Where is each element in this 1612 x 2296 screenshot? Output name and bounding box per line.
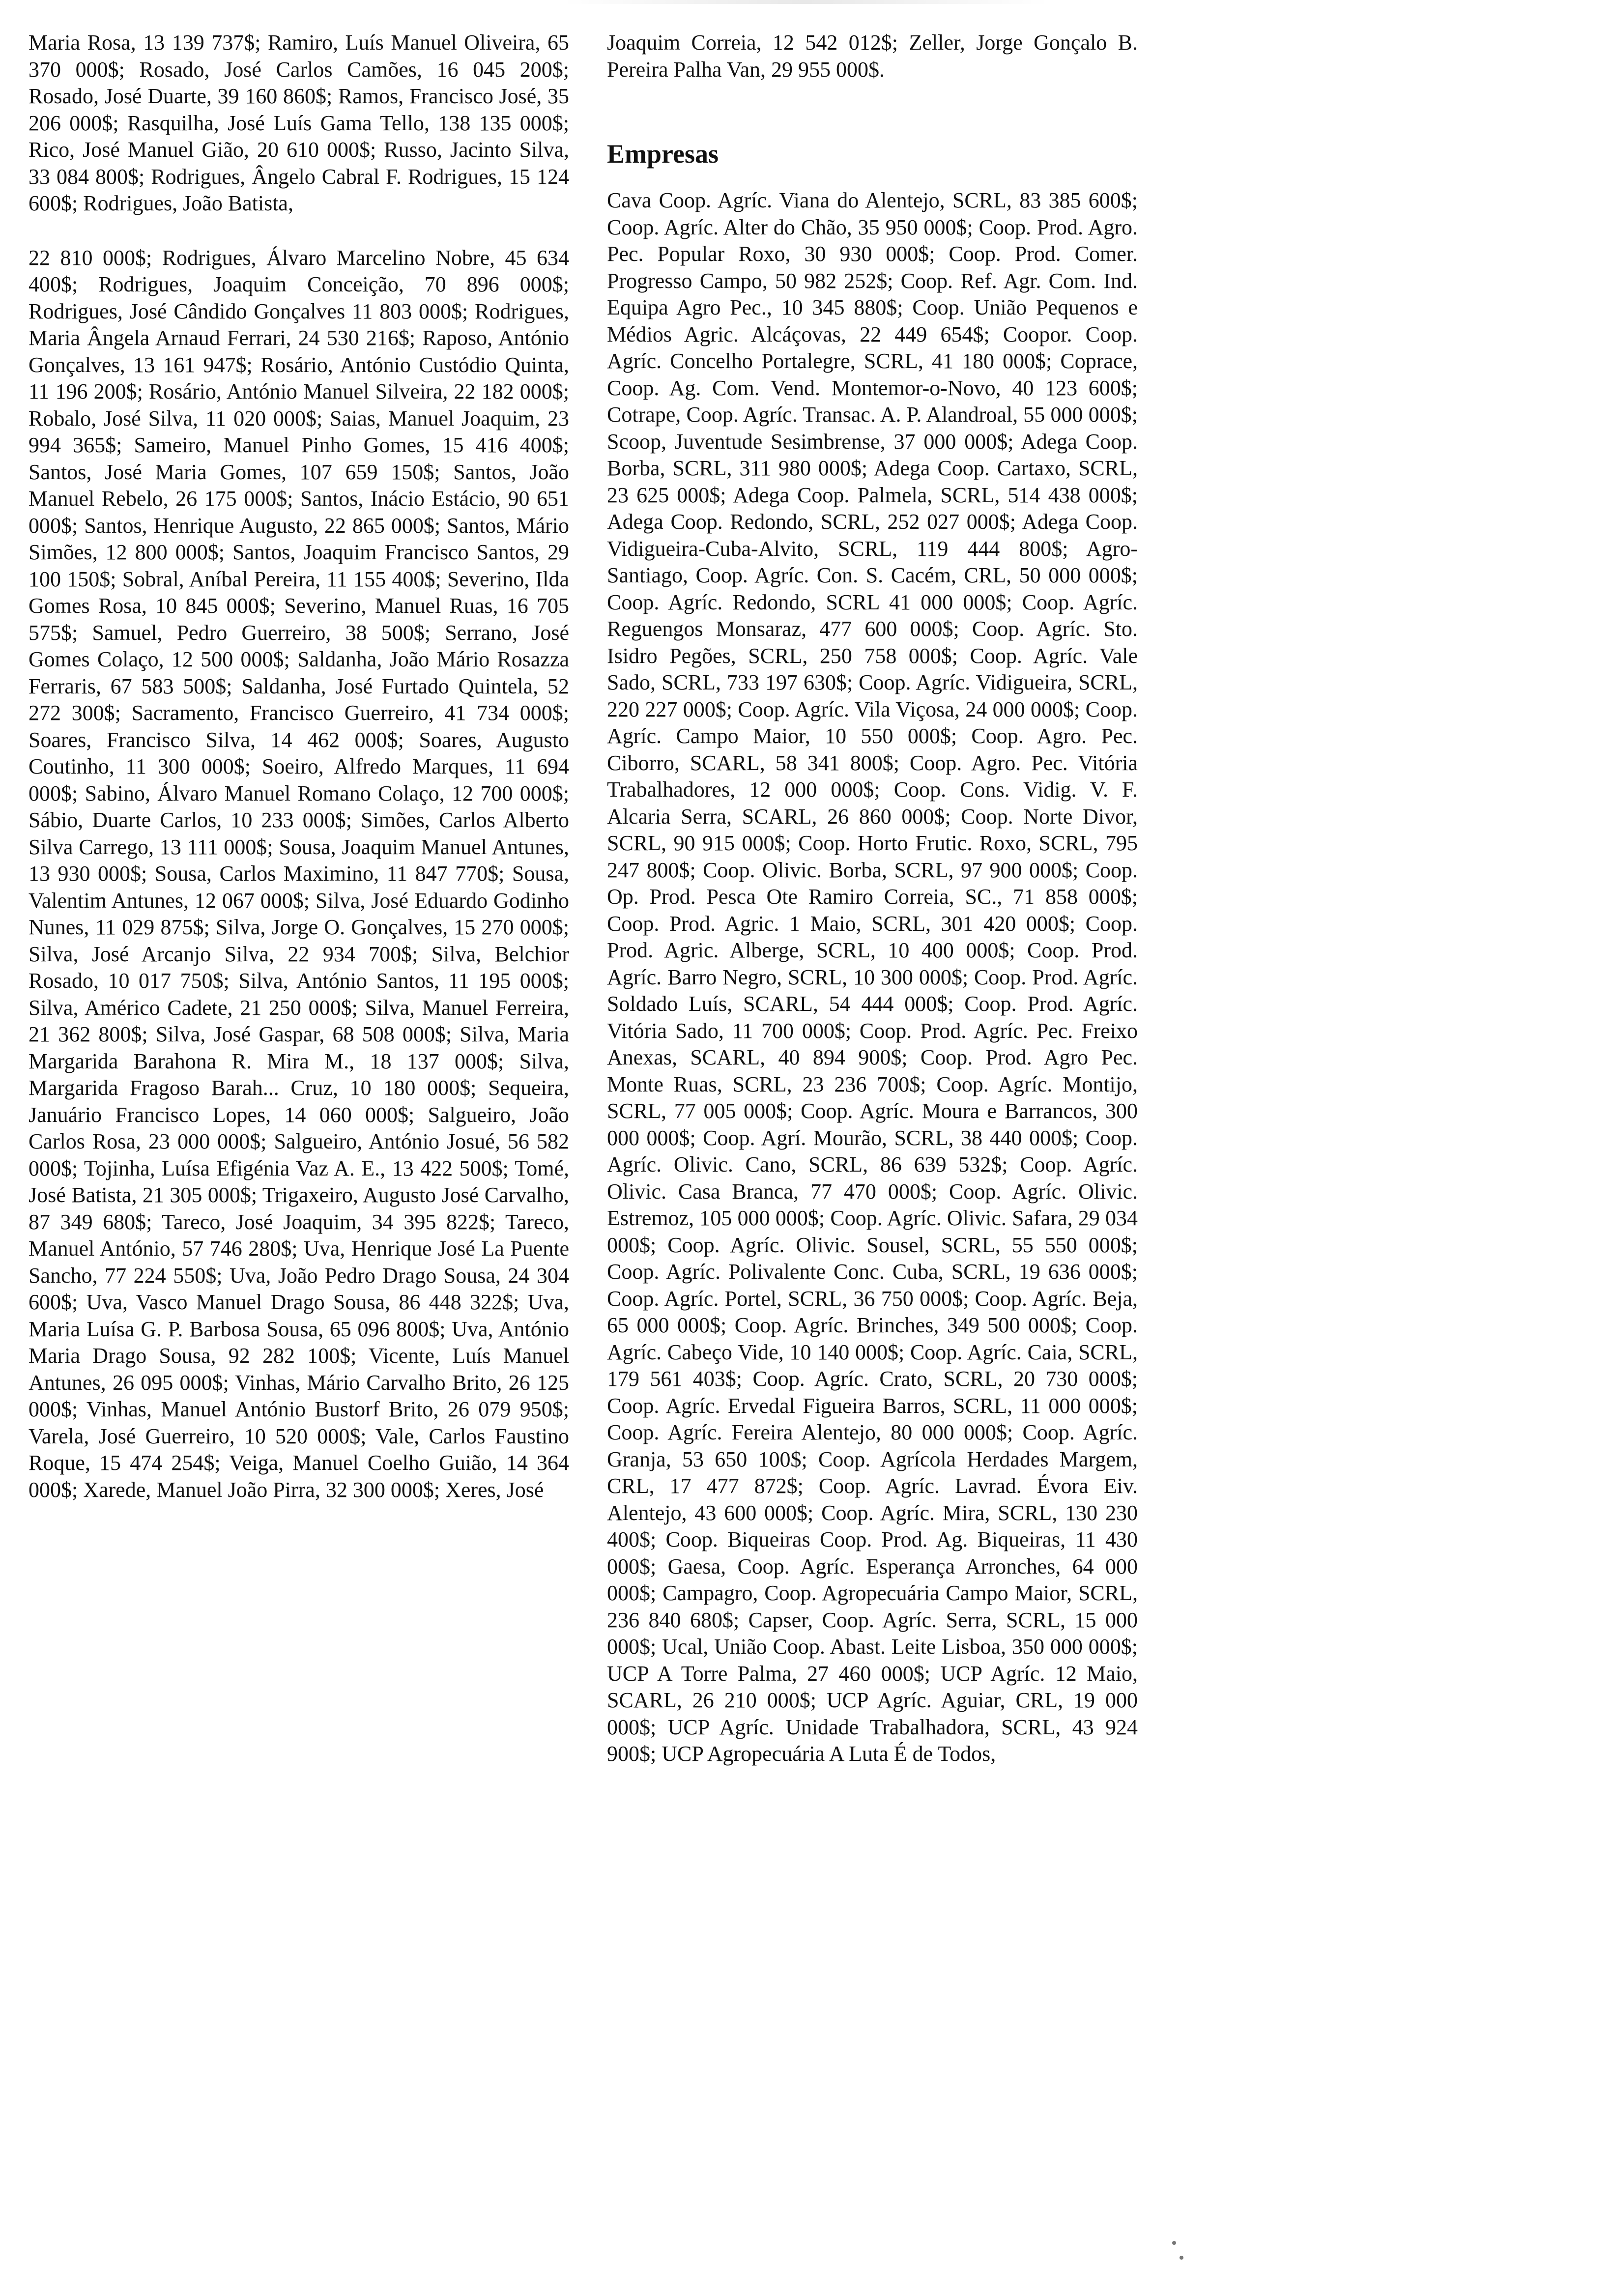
- left-column: [29, 29, 569, 1503]
- right-text-block-2: Cava Coop. Agríc. Viana do Alentejo, SCRL, 83 385 600$; Coop. Agríc. Alter do Chão, 35 950 000$; Coop. Prod. Agro. Pec. Popular Roxo, 30 930 000$; Coop. Prod. Comer. Progresso Campo, 50 982 252$; Coop. Ref. Agr. Com. Ind. Equipa Agro Pec., 10 345 880$; Coop. União Pequenos e Médios Agric. Alcáçovas, 22 449 654$; Coopor. Coop. Agríc. Concelho Portalegre, SCRL, 41 180 000$; Coprace, Coop. Ag. Com. Vend. Montemor-o-Novo, 40 123 600$; Cotrape, Coop. Agríc. Transac. A. P. Alandroal, 55 000 000$; Scoop, Juventude Sesimbrense, 37 000 000$; Adega Coop. Borba, SCRL, 311 980 000$; Adega Coop. Cartaxo, SCRL, 23 625 000$; Adega Coop. Palmela, SCRL, 514 438 000$; Adega Coop. Redondo, SCRL, 252 027 000$; Adega Coop. Vidigueira-Cuba-Alvito, SCRL, 119 444 800$; Agro-Santiago, Coop. Agríc. Con. S. Cacém, CRL, 50 000 000$; Coop. Agríc. Redondo, SCRL 41 000 000$; Coop. Agríc. Reguengos Monsaraz, 477 600 000$; Coop. Agríc. Sto. Isidro Pegões, SCRL, 250 758 000$; Coop. Agríc. Vale Sado, SCRL, 733 197 630$; Coop. Agríc. Vidigueira, SCRL, 220 227 000$; Coop. Agríc. Vila Viçosa, 24 000 000$; Coop. Agríc. Campo Maior, 10 550 000$; Coop. Agro. Pec. Ciborro, SCARL, 58 341 800$; Coop. Agro. Pec. Vitória Trabalhadores, 12 000 000$; Coop. Cons. Vidig. V. F. Alcaria Serra, SCARL, 26 860 000$; Coop. Norte Divor, SCRL, 90 915 000$; Coop. Horto Frutic. Roxo, SCRL, 795 247 800$; Coop. Olivic. Borba, SCRL, 97 900 000$; Coop. Op. Prod. Pesca Ote Ramiro Correia, SC., 71 858 000$; Coop. Prod. Agric. 1 Maio, SCRL, 301 420 000$; Coop. Prod. Agric. Alberge, SCRL, 10 400 000$; Coop. Prod. Agríc. Barro Negro, SCRL, 10 300 000$; Coop. Prod. Agríc. Soldado Luís, SCARL, 54 444 000$; Coop. Prod. Agríc. Vitória Sado, 11 700 000$; Coop. Prod. Agríc. Pec. Freixo Anexas, SCARL, 40 894 900$; Coop. Prod. Agro Pec. Monte Ruas, SCRL, 23 236 700$; Coop. Agríc. Montijo, SCRL, 77 005 000$; Coop. Agríc. Moura e Barrancos, 300 000 000$; Coop. Agrí. Mourão, SCRL, 38 440 000$; Coop. Agríc. Olivic. Cano, SCRL, 86 639 532$; Coop. Agríc. Olivic. Casa Branca, 77 470 000$; Coop. Agríc. Olivic. Estremoz, 105 000 000$; Coop. Agríc. Olivic. Safara, 29 034 000$; Coop. Agríc. Olivic. Sousel, SCRL, 55 550 000$; Coop. Agríc. Polivalente Conc. Cuba, SCRL, 19 636 000$; Coop. Agríc. Portel, SCRL, 36 750 000$; Coop. Agríc. Beja, 65 000 000$; Coop. Agríc. Brinches, 349 500 000$; Coop. Agríc. Cabeço Vide, 10 140 000$; Coop. Agríc. Caia, SCRL, 179 561 403$; Coop. Agríc. Crato, SCRL, 20 730 000$; Coop. Agríc. Ervedal Figueira Barros, SCRL, 11 000 000$; Coop. Agríc. Fereira Alentejo, 80 000 000$; Coop. Agríc. Granja, 53 650 100$; Coop. Agrícola Herdades Margem, CRL, 17 477 872$; Coop. Agríc. Lavrad. Évora Eiv. Alentejo, 43 600 000$; Coop. Agríc. Mira, SCRL, 130 230 400$; Coop. Biqueiras Coop. Prod. Ag. Biqueiras, 11 430 000$; Gaesa, Coop. Agríc. Esperança Arronches, 64 000 000$; Campagro, Coop. Agropecuária Campo Maior, SCRL, 236 840 680$; Capser, Coop. Agríc. Serra, SCRL, 15 000 000$; Ucal, União Coop. Abast. Leite Lisboa, 350 000 000$; UCP A Torre Palma, 27 460 000$; UCP Agríc. 12 Maio, SCARL, 26 210 000$; UCP Agríc. Aguiar, CRL, 19 000 000$; UCP Agríc. Unidade Trabalhadora, SCRL, 43 924 900$; UCP Agropecuária A Luta É de Todos,: [607, 188, 1138, 1766]
- right-column: [607, 29, 1138, 1768]
- scan-edge: [0, 0, 1612, 4]
- scan-speck: [1172, 2241, 1176, 2245]
- paragraph-gap: [29, 217, 569, 245]
- section-title-empresas: Empresas: [607, 139, 719, 169]
- left-text-block-1: Maria Rosa, 13 139 737$; Ramiro, Luís Manuel Oliveira, 65 370 000$; Rosado, José Carlos Camões, 16 045 200$; Rosado, José Duarte, 39 160 860$; Ramos, Francisco José, 35 206 000$; Rasquilha, José Luís Gama Tello, 138 135 000$; Rico, José Manuel Gião, 20 610 000$; Russo, Jacinto Silva, 33 084 800$; Rodrigues, Ângelo Cabral F. Rodrigues, 15 124 600$; Rodrigues, João Batista,: [29, 30, 569, 215]
- scan-speck: [1180, 2256, 1183, 2260]
- right-text-block-1: Joaquim Correia, 12 542 012$; Zeller, Jorge Gonçalo B. Pereira Palha Van, 29 955 000$.: [607, 30, 1138, 82]
- left-text-block-2: 22 810 000$; Rodrigues, Álvaro Marcelino Nobre, 45 634 400$; Rodrigues, Joaquim Conceição, 70 896 000$; Rodrigues, José Cândido Gonçalves 11 803 000$; Rodrigues, Maria Ângela Arnaud Ferrari, 24 530 216$; Raposo, António Gonçalves, 13 161 947$; Rosário, António Custódio Quinta, 11 196 200$; Rosário, António Manuel Silveira, 22 182 000$; Robalo, José Silva, 11 020 000$; Saias, Manuel Joaquim, 23 994 365$; Sameiro, Manuel Pinho Gomes, 15 416 400$; Santos, José Maria Gomes, 107 659 150$; Santos, João Manuel Rebelo, 26 175 000$; Santos, Inácio Estácio, 90 651 000$; Santos, Henrique Augusto, 22 865 000$; Santos, Mário Simões, 12 800 000$; Santos, Joaquim Francisco Santos, 29 100 150$; Sobral, Aníbal Pereira, 11 155 400$; Severino, Ilda Gomes Rosa, 10 845 000$; Severino, Manuel Ruas, 16 705 575$; Samuel, Pedro Guerreiro, 38 500$; Serrano, José Gomes Colaço, 12 500 000$; Saldanha, João Mário Rosazza Ferraris, 67 583 500$; Saldanha, José Furtado Quintela, 52 272 300$; Sacramento, Francisco Guerreiro, 41 734 000$; Soares, Francisco Silva, 14 462 000$; Soares, Augusto Coutinho, 11 300 000$; Soeiro, Alfredo Marques, 11 694 000$; Sabino, Álvaro Manuel Romano Colaço, 12 700 000$; Sábio, Duarte Carlos, 10 233 000$; Simões, Carlos Alberto Silva Carrego, 13 111 000$; Sousa, Joaquim Manuel Antunes, 13 930 000$; Sousa, Carlos Maximino, 11 847 770$; Sousa, Valentim Antunes, 12 067 000$; Silva, José Eduardo Godinho Nunes, 11 029 875$; Silva, Jorge O. Gonçalves, 15 270 000$; Silva, José Arcanjo Silva, 22 934 700$; Silva, Belchior Rosado, 10 017 750$; Silva, António Santos, 11 195 000$; Silva, Américo Cadete, 21 250 000$; Silva, Manuel Ferreira, 21 362 800$; Silva, José Gaspar, 68 508 000$; Silva, Maria Margarida Barahona R. Mira M., 18 137 000$; Silva, Margarida Fragoso Barah... Cruz, 10 180 000$; Sequeira, Januário Francisco Lopes, 14 060 000$; Salgueiro, João Carlos Rosa, 23 000 000$; Salgueiro, António Josué, 56 582 000$; Tojinha, Luísa Efigénia Vaz A. E., 13 422 500$; Tomé, José Batista, 21 305 000$; Trigaxeiro, Augusto José Carvalho, 87 349 680$; Tareco, José Joaquim, 34 395 822$; Tareco, Manuel António, 57 746 280$; Uva, Henrique José La Puente Sancho, 77 224 550$; Uva, João Pedro Drago Sousa, 24 304 600$; Uva, Vasco Manuel Drago Sousa, 86 448 322$; Uva, Maria Luísa G. P. Barbosa Sousa, 65 096 800$; Uva, António Maria Drago Sousa, 92 282 100$; Vicente, Luís Manuel Antunes, 26 095 000$; Vinhas, Mário Carvalho Brito, 26 125 000$; Vinhas, Manuel António Bustorf Brito, 26 079 950$; Varela, José Guerreiro, 10 520 000$; Vale, Carlos Faustino Roque, 15 474 254$; Veiga, Manuel Coelho Guião, 14 364 000$; Xarede, Manuel João Pirra, 32 300 000$; Xeres, José: [29, 245, 569, 1502]
